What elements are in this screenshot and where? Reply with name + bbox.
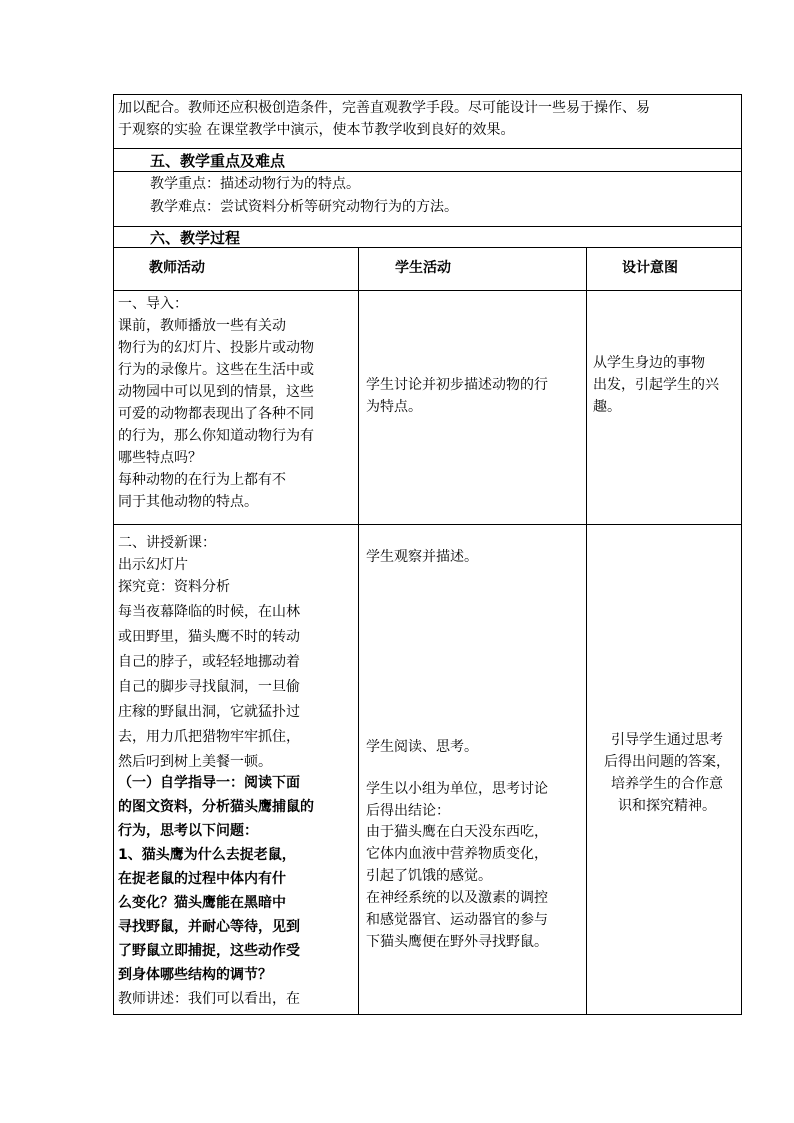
section6-title: 六、教学过程 <box>150 229 241 247</box>
column-divider-2 <box>586 247 587 1015</box>
rule-row1-bottom <box>113 524 742 525</box>
row2-teacher-story <box>118 600 300 775</box>
row2-student-group <box>366 778 548 822</box>
row2-student-conclusion <box>366 821 548 953</box>
row1-intent-line: 趣。 <box>593 399 621 415</box>
row1-teacher-line: 同于其他动物的特点。 <box>118 494 258 510</box>
row1-teacher-cell <box>118 293 314 513</box>
section5-title: 五、教学重点及难点 <box>150 152 286 170</box>
row2-teacher-line: 探究竟：资料分析 <box>118 579 230 595</box>
row1-teacher-line: 动物园中可以见到的情景，这些 <box>118 384 314 400</box>
row1-student-line: 为特点。 <box>366 399 422 415</box>
header-student-activity: 学生活动 <box>395 260 451 276</box>
column-divider-1 <box>358 247 359 1015</box>
row2-guide-line: 寻找野鼠，并耐心等待，见到 <box>118 919 300 935</box>
row2-guide-line: 了野鼠立即捕捉，这些动作受 <box>118 943 300 959</box>
row1-student-cell <box>366 374 548 418</box>
rule-header-bottom <box>113 290 742 291</box>
row2-story-line: 自己的脖子，或轻轻地挪动着 <box>118 654 300 670</box>
row2-story-line: 自己的脚步寻找鼠洞，一旦偷 <box>118 679 300 695</box>
row1-teacher-line: 课前，教师播放一些有关动 <box>118 318 286 334</box>
row1-teacher-line: 一、导入： <box>118 296 188 312</box>
row2-conclusion-line: 下猫头鹰便在野外寻找野鼠。 <box>366 934 548 950</box>
row2-conclusion-line: 和感觉器官、运动器官的参与 <box>366 912 548 928</box>
row2-story-line: 去，用力爪把猎物牢牢抓住， <box>118 729 300 745</box>
row1-intent-line: 从学生身边的事物 <box>593 355 705 371</box>
row2-teacher-line: 出示幻灯片 <box>118 557 188 573</box>
rule-section5-top <box>113 148 742 149</box>
row1-student-line: 学生讨论并初步描述动物的行 <box>366 377 548 393</box>
row1-intent-cell <box>593 352 719 418</box>
row2-guide-line: 么变化？猫头鹰能在黑暗中 <box>118 895 286 911</box>
row2-guide-line: （一）自学指导一：阅读下面 <box>118 775 300 791</box>
row1-teacher-line: 行为的录像片。这些在生活中或 <box>118 362 314 378</box>
row2-student-group-line: 学生以小组为单位，思考讨论 <box>366 781 548 797</box>
row1-teacher-line: 哪些特点吗？ <box>118 450 202 466</box>
row2-story-line: 或田野里，猫头鹰不时的转动 <box>118 629 300 645</box>
intro-line-1: 加以配合。教师还应积极创造条件，完善直观教学手段。尽可能设计一些易于操作、易 <box>118 100 650 116</box>
row2-teacher-guide <box>118 771 314 987</box>
row2-guide-line: 1、猫头鹰为什么去捉老鼠， <box>118 847 296 863</box>
row2-conclusion-line: 在神经系统的以及激素的调控 <box>366 890 548 906</box>
row2-story-line: 庄稼的野鼠出洞，它就猛扑过 <box>118 704 300 720</box>
row2-guide-line: 行为，思考以下问题： <box>118 823 258 839</box>
row2-conclusion-line: 由于猫头鹰在白天没东西吃， <box>366 824 548 840</box>
row2-story-line: 每当夜幕降临的时候，在山林 <box>118 604 300 620</box>
section5-difficulty: 教学难点：尝试资料分析等研究动物行为的方法。 <box>150 199 458 215</box>
row1-intent-line: 出发，引起学生的兴 <box>593 377 719 393</box>
row2-guide-line: 的图文资料，分析猫头鹰捕鼠的 <box>118 799 314 815</box>
row2-student-read: 学生阅读、思考。 <box>366 739 478 755</box>
row2-intent-line: 识和探究精神。 <box>618 798 716 814</box>
row2-teacher-cell <box>118 532 230 598</box>
row2-guide-line: 在捉老鼠的过程中体内有什 <box>118 871 286 887</box>
row1-teacher-line: 可爱的动物都表现出了各种不同 <box>118 406 314 422</box>
row2-intent-cell <box>594 729 740 817</box>
intro-line-2: 于观察的实验 在课堂教学中演示，使本节教学收到良好的效果。 <box>118 122 515 138</box>
row1-teacher-line: 每种动物的在行为上都有不 <box>118 472 286 488</box>
row2-intent-line: 培养学生的合作意 <box>611 776 723 792</box>
row2-conclusion-line: 引起了饥饿的感觉。 <box>366 868 492 884</box>
header-teacher-activity: 教师活动 <box>149 260 205 276</box>
row2-teacher-line: 二、讲授新课： <box>118 535 216 551</box>
row2-story-line: 然后叼到树上美餐一顿。 <box>118 754 272 770</box>
row2-conclusion-line: 它体内血液中营养物质变化， <box>366 846 548 862</box>
row2-intent-line: 引导学生通过思考 <box>611 732 723 748</box>
row2-teacher-end: 教师讲述：我们可以看出，在 <box>118 991 300 1007</box>
row1-teacher-line: 物行为的幻灯片、投影片或动物 <box>118 340 314 356</box>
section5-key-point: 教学重点：描述动物行为的特点。 <box>150 176 360 192</box>
header-design-intent: 设计意图 <box>622 260 678 276</box>
row2-student-observe: 学生观察并描述。 <box>366 549 478 565</box>
row2-intent-line: 后得出问题的答案， <box>604 754 730 770</box>
row2-guide-line: 到身体哪些结构的调节？ <box>118 967 272 983</box>
row2-student-group-line: 后得出结论： <box>366 803 450 819</box>
row1-teacher-line: 的行为，那么你知道动物行为有 <box>118 428 314 444</box>
